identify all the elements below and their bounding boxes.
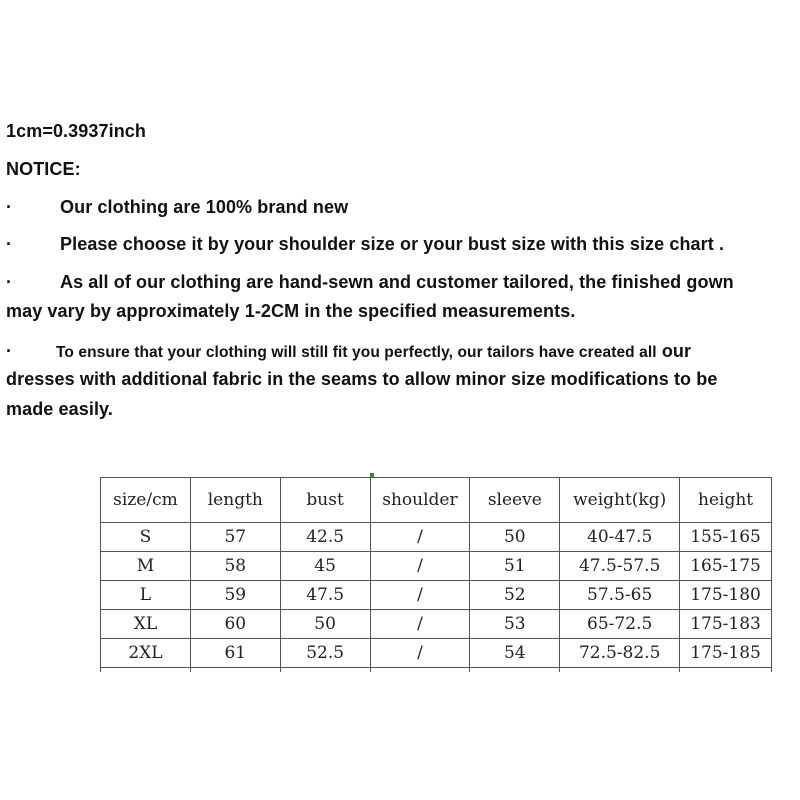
table-row	[101, 523, 772, 552]
cell-bust: 42.5	[280, 523, 370, 552]
notice-line-4-cont: dresses with additional fabric in the seams to allow minor size modifications to be	[6, 369, 718, 389]
table-row	[101, 552, 772, 581]
cell-sleeve: 54	[470, 639, 560, 668]
cell-shoulder: /	[370, 639, 470, 668]
table-row	[101, 610, 772, 639]
cell-height: 175-183	[680, 610, 772, 639]
cell-sleeve: 53	[470, 610, 560, 639]
cell-size: L	[101, 581, 191, 610]
cell-weight: 72.5-82.5	[560, 639, 680, 668]
notice-line-2-text: Please choose it by your shoulder size or your bust size with this size chart .	[60, 234, 725, 254]
notice-line-1-text: Our clothing are 100% brand new	[60, 197, 349, 217]
notice-line-1	[6, 197, 348, 218]
cell-size: M	[101, 552, 191, 581]
cell-empty	[370, 668, 470, 673]
cell-empty	[680, 668, 772, 673]
cell-bust: 45	[280, 552, 370, 581]
cell-bust: 50	[280, 610, 370, 639]
cell-empty	[101, 668, 191, 673]
table-header-row	[101, 478, 772, 523]
cell-length: 60	[190, 610, 280, 639]
header-bust: bust	[280, 478, 370, 523]
bullet: ·	[6, 234, 13, 254]
cell-sleeve: 50	[470, 523, 560, 552]
header-height: height	[680, 478, 772, 523]
cell-weight: 65-72.5	[560, 610, 680, 639]
size-table	[100, 477, 772, 672]
notice-line-3-text: As all of our clothing are hand-sewn and customer tailored, the finished gown	[60, 272, 734, 292]
notice-heading: NOTICE:	[6, 159, 81, 179]
cell-empty	[280, 668, 370, 673]
table-row	[101, 581, 772, 610]
header-sleeve: sleeve	[470, 478, 560, 523]
cell-sleeve: 51	[470, 552, 560, 581]
cell-weight: 47.5-57.5	[560, 552, 680, 581]
cell-size: 2XL	[101, 639, 191, 668]
cell-empty	[190, 668, 280, 673]
cell-bust: 47.5	[280, 581, 370, 610]
table-row-cut-off	[101, 668, 772, 673]
unit-conversion: 1cm=0.3937inch	[6, 121, 146, 141]
notice-line-3-cont: may vary by approximately 1-2CM in the specified measurements.	[6, 301, 576, 321]
cell-height: 175-185	[680, 639, 772, 668]
notice-line-3	[6, 272, 734, 293]
header-size: size/cm	[101, 478, 191, 523]
cell-length: 59	[190, 581, 280, 610]
cell-height: 165-175	[680, 552, 772, 581]
header-length: length	[190, 478, 280, 523]
header-shoulder: shoulder	[370, 478, 470, 523]
cell-sleeve: 52	[470, 581, 560, 610]
notice-line-4-tail: our	[661, 341, 692, 361]
table-row	[101, 639, 772, 668]
notice-line-4	[6, 341, 691, 362]
cell-height: 175-180	[680, 581, 772, 610]
cell-empty	[470, 668, 560, 673]
cell-length: 58	[190, 552, 280, 581]
cell-weight: 57.5-65	[560, 581, 680, 610]
cell-shoulder: /	[370, 610, 470, 639]
header-weight: weight(kg)	[560, 478, 680, 523]
cell-length: 61	[190, 639, 280, 668]
notice-line-4-end: made easily.	[6, 399, 113, 419]
bullet: ·	[6, 341, 13, 361]
bullet: ·	[6, 272, 13, 292]
bullet: ·	[6, 197, 13, 217]
cell-empty	[560, 668, 680, 673]
cell-size: S	[101, 523, 191, 552]
notice-line-4-small-text: To ensure that your clothing will still fit you perfectly, our tailors have created all	[56, 344, 657, 361]
size-chart	[100, 477, 772, 672]
cell-size: XL	[101, 610, 191, 639]
cell-shoulder: /	[370, 552, 470, 581]
cell-bust: 52.5	[280, 639, 370, 668]
notice-line-2	[6, 234, 724, 255]
cell-shoulder: /	[370, 523, 470, 552]
cell-shoulder: /	[370, 581, 470, 610]
cell-weight: 40-47.5	[560, 523, 680, 552]
cell-height: 155-165	[680, 523, 772, 552]
cell-length: 57	[190, 523, 280, 552]
